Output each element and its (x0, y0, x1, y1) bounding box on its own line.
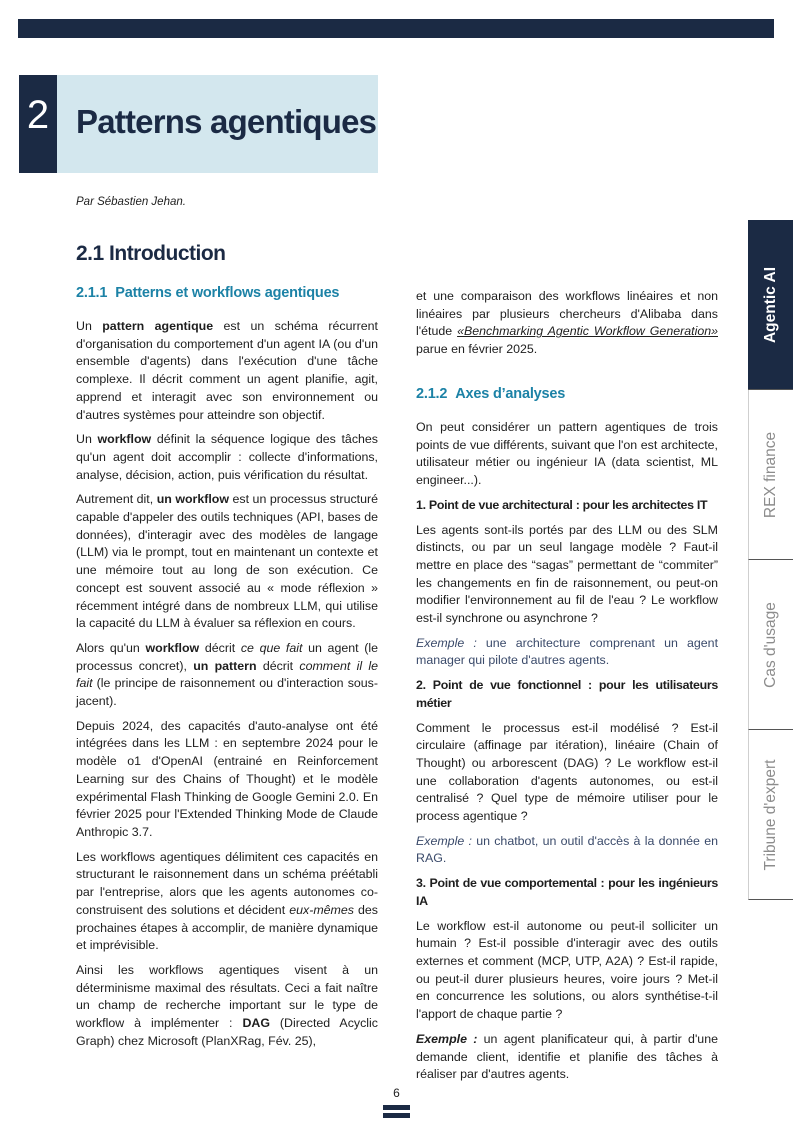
example: Exemple : un agent planificateur qui, à partir d'une demande client, identifie et planifie des tâches à réaliser par d'autres agents. (416, 1031, 718, 1082)
section-heading: 2.1 Introduction (76, 242, 226, 265)
author-line: Par Sébastien Jehan. (76, 196, 186, 208)
paragraph: Depuis 2024, des capacités d'auto-analyse ont été intégrées dans les LLM : en septembre 2024 pour le modèle o1 d'OpenAI (entrainé en Reinforcement Learning sur des Chains of Thought) et le modèle expérimental Flash Thinking de Google Gemini 2.0. En février 2025 pour l'Extended Thinking Mode de Claude Anthropic 3.7. (76, 718, 378, 839)
example: Exemple : une architecture comprenant un agent manager qui pilote d'autres agents. (416, 635, 719, 668)
page-footer-icon (383, 1105, 410, 1119)
point-heading-1: 1. Point de vue architectural : pour les architectes IT (416, 497, 708, 512)
point-heading-3: 3. Point de vue comportemental : pour les ingénieurs IA (416, 876, 718, 908)
chapter-number-box (19, 75, 57, 173)
chapter-title-box (57, 75, 378, 173)
right-column-top (416, 288, 718, 366)
subsection-heading-2: 2.1.2 Axes d’analyses (416, 386, 566, 402)
paragraph: et une comparaison des workflows linéaires et non linéaires par plusieurs chercheurs d'Alibaba dans l'étude «Benchmarking Agentic Workflow Generation» parue en février 2025. (416, 289, 718, 357)
paragraph: Comment le processus est-il modélisé ? Est-il circulaire (affinage par itération), linéaire (Chain of Thought) ou arborescent (DAG) ? Le workflow est-il une collaboration d'agents autonomes, ou est-il centralisé ? Quel type de mémoire utiliser pour le process agentique ? (416, 720, 718, 824)
example: Exemple : un chatbot, un outil d'accès à la donnée en RAG. (416, 833, 718, 866)
paragraph: Le workflow est-il autonome ou peut-il solliciter un humain ? Est-il possible d'interagir avec des outils externes et comment (MCP, UTP, A2A) ? Est-il rapide, ou peut-il durer plusieurs heures, voire jours ? Met-il en concurrence les solutions, ou alors synthétise-t-il l'apport de chaque partie ? (416, 918, 718, 1022)
subsection-heading-1: 2.1.1 Patterns et workflows agentiques (76, 285, 340, 301)
chapter-title: Patterns agentiques (76, 103, 377, 140)
paragraph: Les agents sont-ils portés par des LLM ou des SLM distincts, ou par un seul langage modèle ? Faut-il mettre en place des “sagas” permettant de “commiter” les changements en fin de raisonnement, ou peut-on modifier l'environnement au fil de l'eau ? Le workflow est-il synchrone ou asynchrone ? (416, 522, 718, 626)
tab-tribune-expert[interactable]: Tribune d'expert (748, 730, 793, 900)
left-column (76, 318, 378, 1057)
chapter-number: 2 (26, 93, 50, 137)
top-banner (18, 19, 774, 38)
tab-agentic-ai[interactable]: Agentic AI (748, 220, 793, 390)
tab-rex-finance[interactable]: REX finance (748, 390, 793, 560)
point-heading-2: 2. Point de vue fonctionnel : pour les utilisateurs métier (416, 678, 718, 710)
paragraph: Alors qu'un workflow décrit ce que fait un agent (le processus concret), un pattern décrit comment il le fait (le principe de raisonnement ou d'interaction sous-jacent). (76, 640, 379, 709)
side-tabs (748, 220, 793, 900)
paragraph: Un pattern agentique est un schéma récurrent d'organisation du comportement d'un agent IA (ou d'un ensemble d'agents) dans l'exécution d'une tâche complexe. Il décrit comment un agent planifie, agit, apprend et interagit avec son environnement ou d'autres systèmes pour atteindre son objectif. (76, 319, 378, 422)
page-number: 6 (393, 1086, 400, 1100)
right-column (416, 419, 718, 1091)
paragraph: Les workflows agentiques délimitent ces capacités en structurant le raisonnement dans un schéma préétabli par l'entreprise, alors que les agents autonomes co-construisent des solutions et décident eux-mêmes des prochaines étapes à accomplir, de manière dynamique et imprévisible. (76, 849, 378, 953)
tab-cas-usage[interactable]: Cas d'usage (748, 560, 793, 730)
paragraph: Ainsi les workflows agentiques visent à un déterminisme maximal des résultats. Ceci a fait naître un champ de recherche important sur le type de workflow à implémenter : DAG (Directed Acyclic Graph) chez Microsoft (PlanXRag, Fév. 25), (76, 962, 378, 1048)
study-link[interactable]: «Benchmarking Agentic Workflow Generation» (457, 324, 718, 339)
paragraph: On peut considérer un pattern agentiques de trois points de vue différents, suivant que l'on est architecte, utilisateur métier ou ingénieur IA (data scientist, ML engineer...). (416, 420, 718, 488)
paragraph: Un workflow définit la séquence logique des tâches qu'un agent doit accomplir : collecte d'informations, analyse, décision, action, puis vérification du résultat. (76, 432, 378, 482)
paragraph: Autrement dit, un workflow est un processus structuré capable d'appeler des outils techniques (API, bases de données), d'interagir avec des modèles de langage (LLM) via le prompt, tout en maintenant un contexte et une mémoire tout au long de son exécution. Ce concept est souvent associé au « mode réflexion » récemment intégré dans de nombreux LLM, qui utilise la capacité du LLM à évaluer sa réflexion en cours. (76, 492, 378, 631)
